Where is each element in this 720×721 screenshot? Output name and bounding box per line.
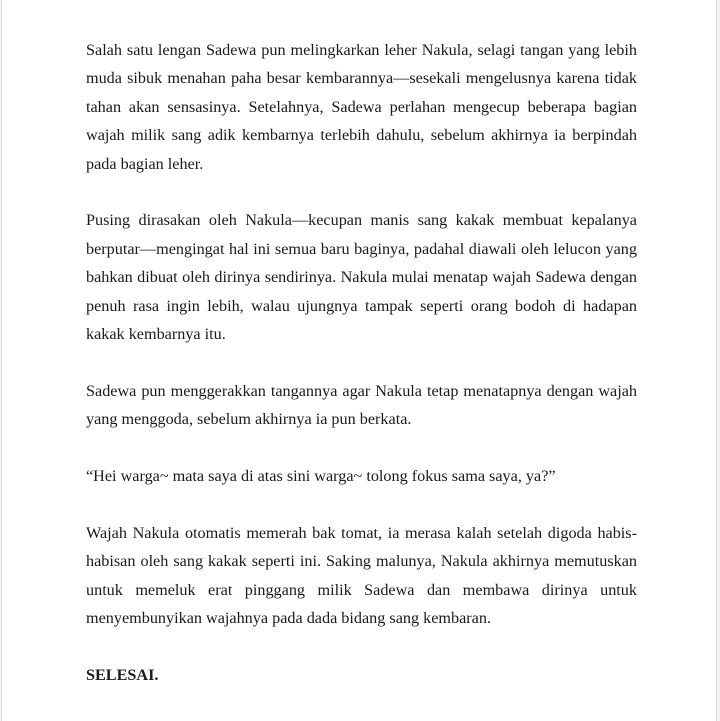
paragraph-5: Wajah Nakula otomatis memerah bak tomat, ia merasa kalah setelah digoda habis-habisan oleh sang kakak seperti ini. Saking malunya, Nakula akhirnya memutuskan untuk memeluk erat pinggang milik Sadewa dan membawa dirinya untuk menyembunyikan wajahnya pada dada bidang sang kembaran. [86, 523, 637, 628]
dialogue-quote: “Hei warga~ mata saya di atas sini warga~ tolong fokus sama saya, ya?” [86, 467, 556, 486]
end-marker: SELESAI. [86, 665, 159, 684]
paragraph-1: Salah satu lengan Sadewa pun melingkarkan leher Nakula, selagi tangan yang lebih muda sibuk menahan paha besar kembarannya—sesekali mengelusnya karena tidak tahan akan sensasinya. Setelahnya, Sadewa perlahan mengecup beberapa bagian wajah milik sang adik kembarnya terlebih dahulu, sebelum akhirnya ia berpindah pada bagian leher. [86, 41, 637, 173]
paragraph-3: Sadewa pun menggerakkan tangannya agar Nakula tetap menatapnya dengan wajah yang menggoda, sebelum akhirnya ia pun berkata. [86, 381, 637, 429]
document-body [86, 36, 637, 689]
document-page [1, 0, 717, 721]
paragraph-2: Pusing dirasakan oleh Nakula—kecupan manis sang kakak membuat kepalanya berputar—mengingat hal ini semua baru baginya, padahal diawali oleh lelucon yang bahkan dibuat oleh dirinya sendirinya. Nakula mulai menatap wajah Sadewa dengan penuh rasa ingin lebih, walau ujungnya tampak seperti orang bodoh di hadapan kakak kembarnya itu. [86, 211, 637, 344]
